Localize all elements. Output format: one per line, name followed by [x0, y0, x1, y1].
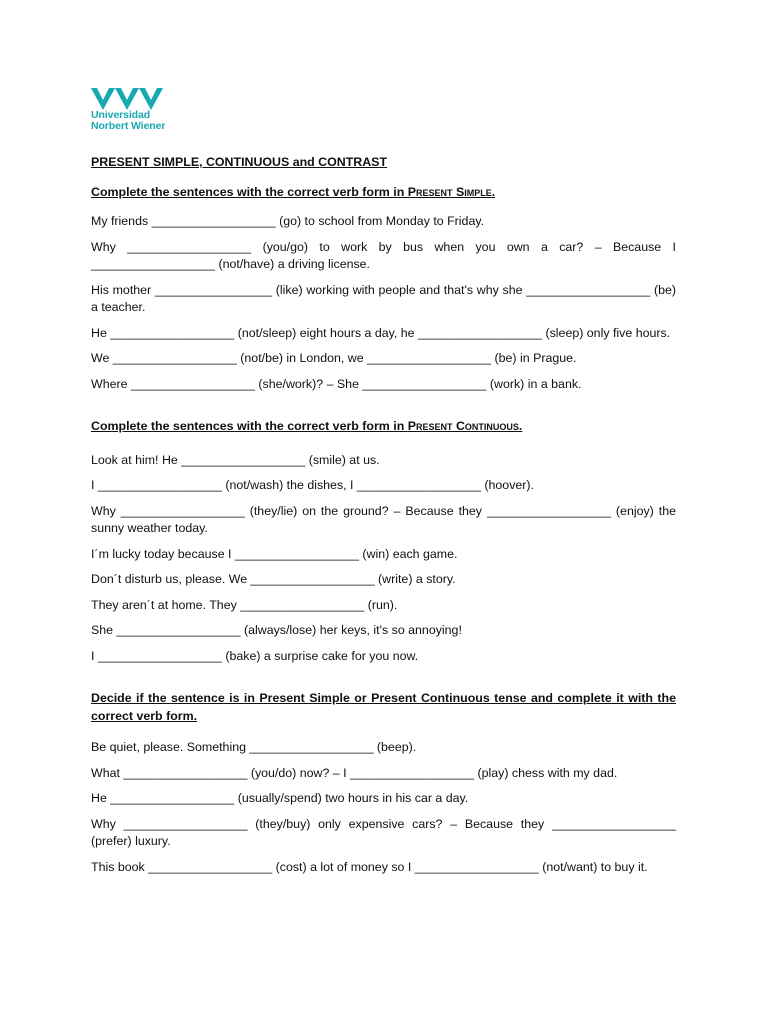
instruction-suffix: .	[491, 184, 496, 199]
section-1-instruction	[91, 184, 676, 202]
exercise-item: Be quiet, please. Something __________________ (beep).	[91, 740, 417, 754]
instruction-text: Decide if the sentence is in Present Simple or Present Continuous tense and complete it with the correct verb form.	[91, 691, 676, 723]
exercise-item: He __________________ (not/sleep) eight hours a day, he __________________ (sleep) only five hours.	[91, 325, 671, 340]
worksheet-title: PRESENT SIMPLE, CONTINUOUS and CONTRAST	[91, 155, 388, 169]
exercise-item: We __________________ (not/be) in London, we __________________ (be) in Prague.	[91, 351, 577, 365]
exercise-item: My friends __________________ (go) to school from Monday to Friday.	[91, 214, 485, 228]
exercise-item: She __________________ (always/lose) her keys, it's so annoying!	[91, 623, 462, 637]
worksheet-content	[91, 154, 676, 876]
exercise-item: He __________________ (usually/spend) two hours in his car a day.	[91, 791, 469, 805]
exercise-item: Why __________________ (they/buy) only expensive cars? – Because they __________________ (prefer) luxury.	[91, 816, 676, 848]
exercise-item: I __________________ (bake) a surprise cake for you now.	[91, 648, 419, 663]
book-icon	[91, 86, 163, 110]
exercise-item: This book __________________ (cost) a lot of money so I __________________ (not/want) to buy it.	[91, 859, 648, 874]
logo-text-line2: Norbert Wiener	[91, 120, 166, 132]
section-2-instruction	[91, 418, 676, 436]
exercise-item: Where __________________ (she/work)? – She __________________ (work) in a bank.	[91, 376, 582, 391]
university-logo	[91, 86, 181, 132]
instruction-tense: Present Continuous	[407, 419, 519, 433]
exercise-item: Why __________________ (they/lie) on the ground? – Because they __________________ (enjoy) the sunny weather today.	[91, 503, 676, 535]
exercise-item: What __________________ (you/do) now? – I __________________ (play) chess with my dad.	[91, 765, 618, 780]
section-3-instruction	[91, 690, 676, 725]
instruction-suffix: .	[518, 419, 523, 433]
instruction-text: Complete the sentences with the correct verb form in	[91, 184, 408, 199]
instruction-tense: Present Simple	[407, 184, 492, 199]
exercise-item: Look at him! He __________________ (smile) at us.	[91, 452, 380, 467]
logo-text-line1: Universidad	[91, 109, 151, 121]
exercise-item: His mother _________________ (like) working with people and that's why she __________________ (be) a teacher.	[91, 282, 676, 314]
exercise-item: They aren´t at home. They __________________ (run).	[91, 597, 398, 612]
exercise-item: I´m lucky today because I __________________ (win) each game.	[91, 546, 458, 561]
instruction-text: Complete the sentences with the correct verb form in	[91, 419, 408, 433]
exercise-item: Don´t disturb us, please. We __________________ (write) a story.	[91, 572, 456, 586]
exercise-item: I __________________ (not/wash) the dishes, I __________________ (hoover).	[91, 478, 534, 492]
exercise-item: Why __________________ (you/go) to work by bus when you own a car? – Because I __________________ (not/have) a driving license.	[91, 239, 676, 271]
